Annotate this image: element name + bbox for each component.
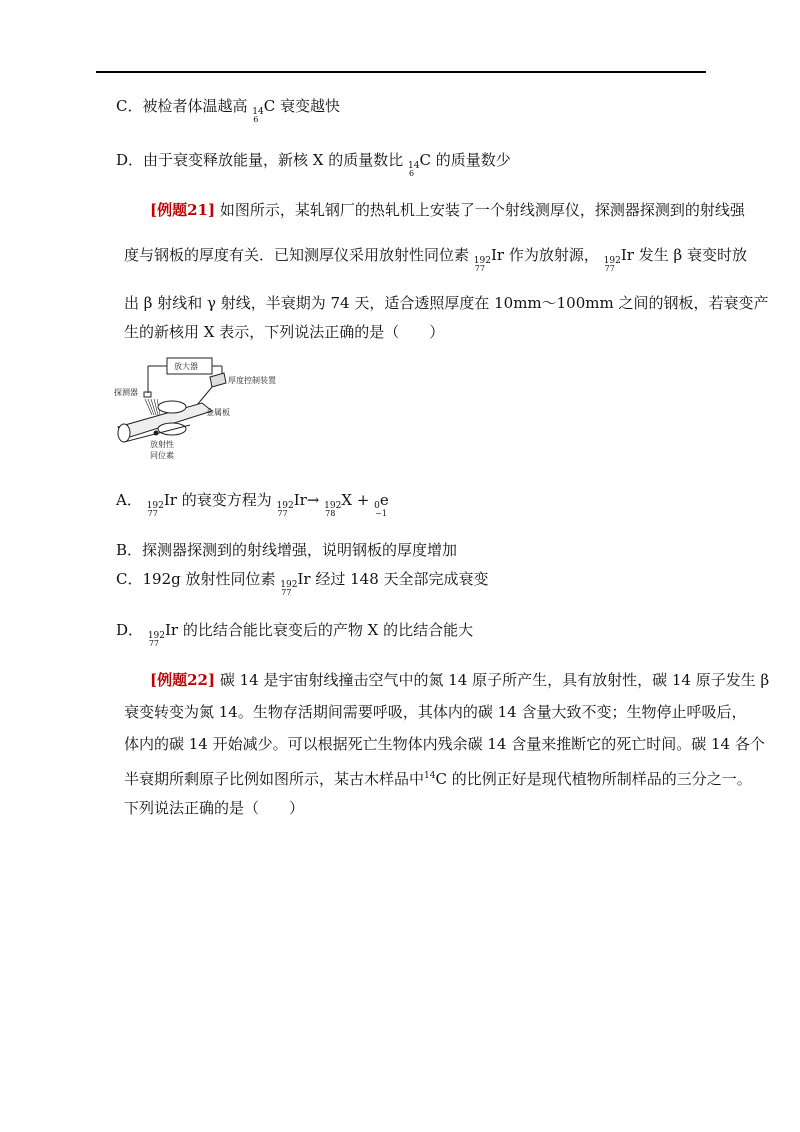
header-rule xyxy=(96,71,706,73)
ir192-isotope: $_{192}$Ir 77 xyxy=(276,491,307,518)
plate-label: 金属板 xyxy=(206,408,230,417)
thickness-gauge-figure xyxy=(112,355,292,465)
q21-line-1: [例题21] 如图所示，某轧钢厂的热轧机上安装了一个射线测厚仪，探测器探测到的射线强 xyxy=(150,201,745,219)
electron-symbol: $_0$e −1 xyxy=(374,491,389,518)
q21-option-b: B．探测器探测到的射线增强，说明钢板的厚度增加 xyxy=(116,541,458,559)
q21-option-a: A． $_{192}$Ir 77 的衰变方程为 $_{192}$Ir 77 → $_{192}$X 78 + $_0$e −1 xyxy=(116,491,389,518)
q21-line-4: 生的新核用 X 表示，下列说法正确的是（ ） xyxy=(124,323,445,341)
source-label-1: 放射性 xyxy=(150,440,174,449)
ir192-isotope: $_{192}$Ir 77 xyxy=(280,570,311,597)
q21-option-d: D． $_{192}$Ir 77 的比结合能比衰变后的产物 X 的比结合能大 xyxy=(116,621,474,648)
q21-tag: [例题21] xyxy=(150,201,216,219)
q22-line-3: 体内的碳 14 开始减少。可以根据死亡生物体内残余碳 14 含量来推断它的死亡时间。碳 14 各个 xyxy=(124,735,765,753)
q22-tag: [例题22] xyxy=(150,671,216,689)
q22-line-5: 下列说法正确的是（ ） xyxy=(124,799,305,817)
amplifier-label: 放大器 xyxy=(174,362,198,371)
source-label-2: 同位素 xyxy=(150,451,174,460)
q20-option-d: D．由于衰变释放能量，新核 X 的质量数比 $_{14}$C 6 的质量数少 xyxy=(116,151,511,178)
ir192-isotope: $_{192}$Ir 77 xyxy=(146,491,177,518)
q21-line-2: 度与钢板的厚度有关．已知测厚仪采用放射性同位素 $_{192}$Ir 77 作为放射源， $_{192}$Ir 77 发生 β 衰变时放 xyxy=(124,246,747,273)
ir192-isotope: $_{192}$Ir 77 xyxy=(603,246,634,273)
controller-label: 厚度控制装置 xyxy=(228,376,276,385)
q22-line-2: 衰变转变为氮 14。生物存活期间需要呼吸，其体内的碳 14 含量大致不变；生物停止呼吸后， xyxy=(124,703,747,721)
ir192-isotope: $_{192}$Ir 77 xyxy=(473,246,505,273)
detector-label: 探测器 xyxy=(114,388,138,397)
ir192-isotope: $_{192}$Ir 77 xyxy=(147,621,179,648)
q22-line-1: [例题22] 碳 14 是宇宙射线撞击空气中的氮 14 原子所产生，具有放射性，碳 14 原子发生 β xyxy=(150,671,770,689)
q21-option-c: C．192g 放射性同位素 $_{192}$Ir 77 经过 148 天全部完成衰变 xyxy=(116,570,489,597)
c14-isotope: $_{14}$C 6 xyxy=(252,97,276,124)
x192-isotope: $_{192}$X 78 xyxy=(324,491,353,518)
q22-line-4: 半衰期所剩原子比例如图所示，某古木样品中$^{14}$C 的比例正好是现代植物所制样品的三分之一。 xyxy=(124,770,752,788)
q20-option-c: C．被检者体温越高 $_{14}$C 6 衰变越快 xyxy=(116,97,340,124)
q21-line-3: 出 β 射线和 γ 射线，半衰期为 74 天，适合透照厚度在 10mm～100mm 之间的钢板，若衰变产 xyxy=(124,294,769,312)
c14-isotope: $_{14}$C 6 xyxy=(408,151,431,178)
